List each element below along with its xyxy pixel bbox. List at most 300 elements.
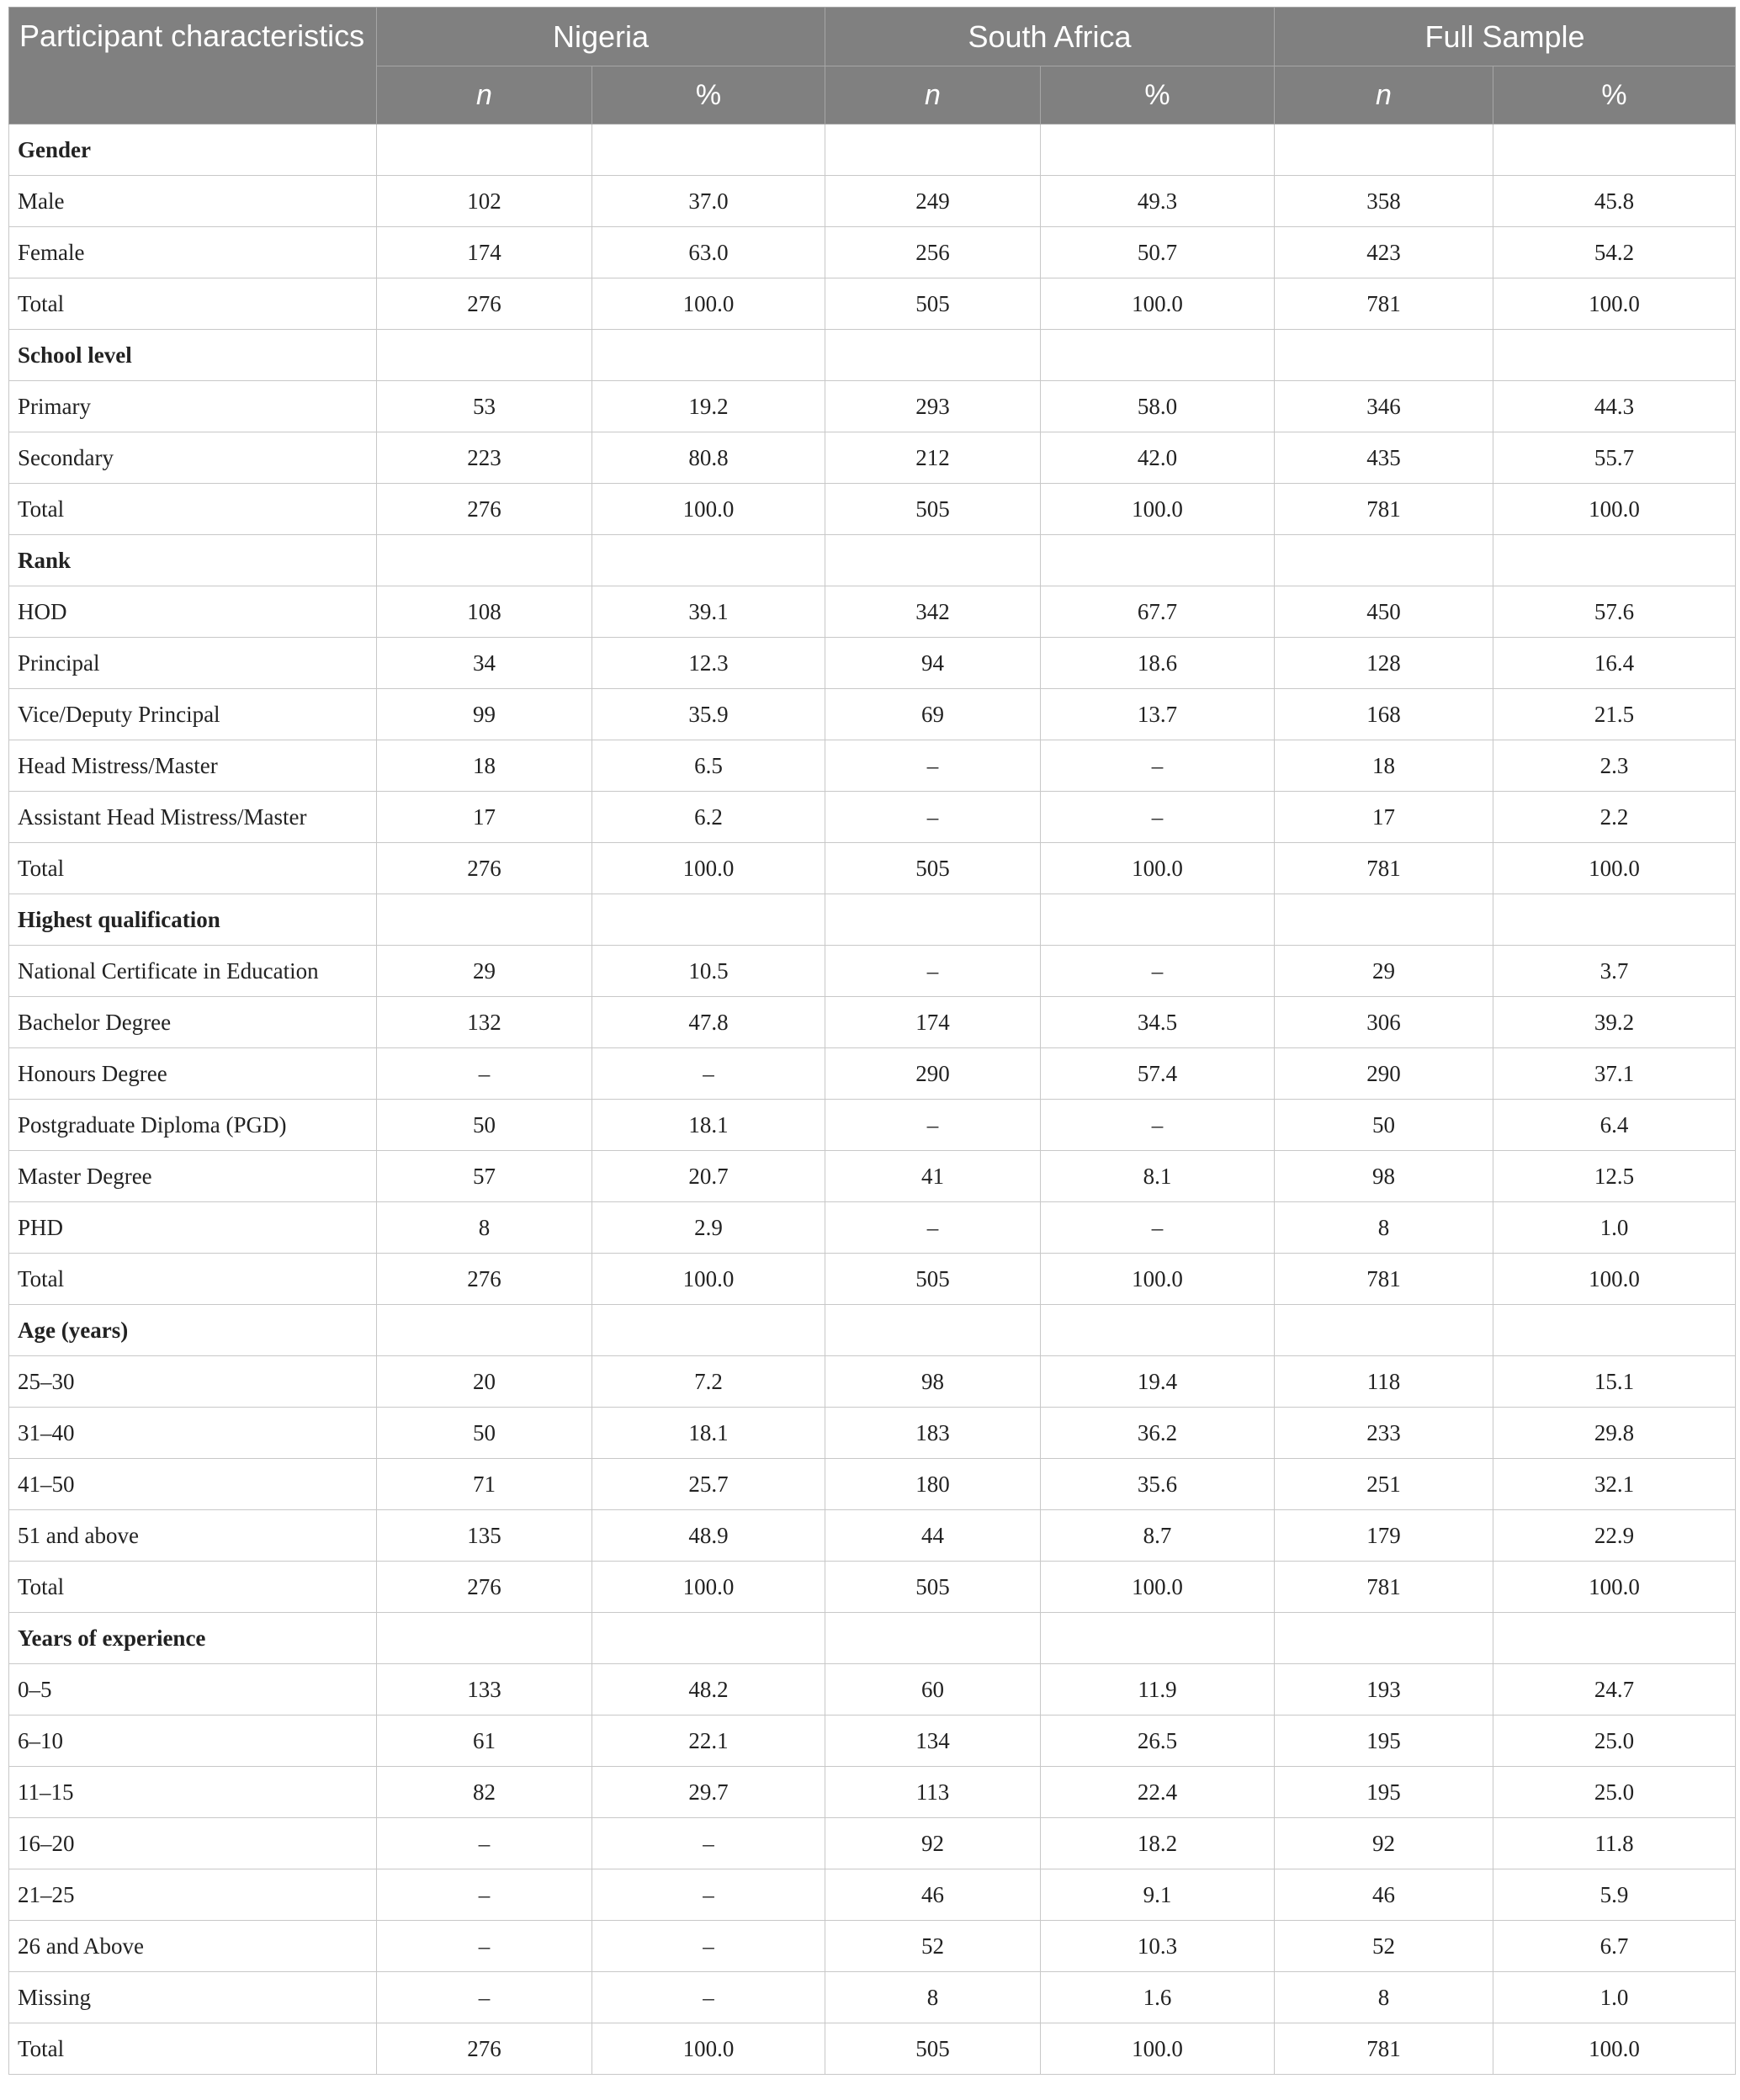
cell-percent: 2.9 — [592, 1202, 825, 1254]
cell-n: 450 — [1275, 586, 1493, 638]
cell-n: – — [825, 1202, 1041, 1254]
cell-percent: – — [1041, 740, 1275, 792]
cell-n: 276 — [377, 484, 592, 535]
cell-percent: 100.0 — [1041, 1254, 1275, 1305]
cell-percent: 44.3 — [1493, 381, 1736, 432]
empty-cell — [825, 894, 1041, 946]
table-row — [9, 1151, 1736, 1202]
cell-percent: 42.0 — [1041, 432, 1275, 484]
table-row — [9, 1716, 1736, 1767]
cell-percent: 10.3 — [1041, 1921, 1275, 1972]
cell-percent: 100.0 — [1493, 1562, 1736, 1613]
empty-cell — [377, 1613, 592, 1664]
cell-percent: 10.5 — [592, 946, 825, 997]
cell-percent: 16.4 — [1493, 638, 1736, 689]
cell-percent: 8.1 — [1041, 1151, 1275, 1202]
cell-n: 212 — [825, 432, 1041, 484]
empty-cell — [825, 330, 1041, 381]
cell-percent: 32.1 — [1493, 1459, 1736, 1510]
section-row — [9, 535, 1736, 586]
cell-percent: 39.1 — [592, 586, 825, 638]
table-row — [9, 432, 1736, 484]
empty-cell — [377, 330, 592, 381]
cell-percent: 63.0 — [592, 227, 825, 278]
row-label: 51 and above — [9, 1510, 377, 1562]
row-label: Vice/Deputy Principal — [9, 689, 377, 740]
table-row — [9, 1869, 1736, 1921]
cell-n: 290 — [1275, 1048, 1493, 1100]
section-title: Rank — [9, 535, 377, 586]
empty-cell — [592, 535, 825, 586]
empty-cell — [1275, 330, 1493, 381]
cell-percent: 2.2 — [1493, 792, 1736, 843]
table-row — [9, 1408, 1736, 1459]
cell-percent: 100.0 — [1493, 278, 1736, 330]
empty-cell — [1493, 1305, 1736, 1356]
table-row — [9, 689, 1736, 740]
cell-n: 8 — [377, 1202, 592, 1254]
cell-n: 46 — [1275, 1869, 1493, 1921]
row-label: 0–5 — [9, 1664, 377, 1716]
cell-n: 195 — [1275, 1716, 1493, 1767]
cell-n: 193 — [1275, 1664, 1493, 1716]
row-label: Total — [9, 2023, 377, 2075]
empty-cell — [1275, 125, 1493, 176]
cell-percent: 100.0 — [1493, 2023, 1736, 2075]
section-title: Age (years) — [9, 1305, 377, 1356]
cell-percent: 100.0 — [1041, 484, 1275, 535]
empty-cell — [1041, 535, 1275, 586]
cell-percent: 1.0 — [1493, 1972, 1736, 2023]
cell-n: 435 — [1275, 432, 1493, 484]
row-label: 41–50 — [9, 1459, 377, 1510]
cell-n: – — [825, 792, 1041, 843]
cell-n: 82 — [377, 1767, 592, 1818]
row-label: 25–30 — [9, 1356, 377, 1408]
section-row — [9, 894, 1736, 946]
cell-percent: 100.0 — [1493, 484, 1736, 535]
cell-percent: 45.8 — [1493, 176, 1736, 227]
empty-cell — [1041, 1613, 1275, 1664]
cell-n: 52 — [1275, 1921, 1493, 1972]
cell-percent: 54.2 — [1493, 227, 1736, 278]
header-n: n — [825, 66, 1041, 125]
cell-n: 249 — [825, 176, 1041, 227]
cell-percent: 5.9 — [1493, 1869, 1736, 1921]
participant-characteristics-table — [8, 7, 1736, 2075]
cell-n: 98 — [1275, 1151, 1493, 1202]
cell-percent: 6.4 — [1493, 1100, 1736, 1151]
cell-percent: 18.1 — [592, 1408, 825, 1459]
cell-n: 505 — [825, 843, 1041, 894]
cell-percent: 47.8 — [592, 997, 825, 1048]
cell-n: 505 — [825, 278, 1041, 330]
cell-n: 8 — [825, 1972, 1041, 2023]
section-title: Years of experience — [9, 1613, 377, 1664]
cell-n: 276 — [377, 278, 592, 330]
table-row — [9, 1972, 1736, 2023]
cell-percent: 29.8 — [1493, 1408, 1736, 1459]
header-percent: % — [1493, 66, 1736, 125]
row-label: 11–15 — [9, 1767, 377, 1818]
table-row — [9, 1356, 1736, 1408]
cell-percent: 24.7 — [1493, 1664, 1736, 1716]
table-row — [9, 946, 1736, 997]
empty-cell — [1493, 894, 1736, 946]
table-row — [9, 278, 1736, 330]
cell-n: 71 — [377, 1459, 592, 1510]
cell-percent: 25.0 — [1493, 1716, 1736, 1767]
cell-percent: 39.2 — [1493, 997, 1736, 1048]
cell-n: 251 — [1275, 1459, 1493, 1510]
header-n: n — [377, 66, 592, 125]
table-row — [9, 484, 1736, 535]
section-row — [9, 330, 1736, 381]
cell-n: – — [825, 740, 1041, 792]
cell-n: 17 — [1275, 792, 1493, 843]
cell-n: 505 — [825, 1562, 1041, 1613]
cell-percent: 7.2 — [592, 1356, 825, 1408]
header-percent: % — [1041, 66, 1275, 125]
cell-n: 20 — [377, 1356, 592, 1408]
cell-n: 61 — [377, 1716, 592, 1767]
row-label: Secondary — [9, 432, 377, 484]
cell-percent: 11.9 — [1041, 1664, 1275, 1716]
cell-percent: 100.0 — [592, 2023, 825, 2075]
empty-cell — [592, 1305, 825, 1356]
table-row — [9, 638, 1736, 689]
cell-n: 92 — [825, 1818, 1041, 1869]
header-group-south-africa: South Africa — [825, 8, 1275, 66]
cell-n: – — [377, 1818, 592, 1869]
cell-percent: 49.3 — [1041, 176, 1275, 227]
cell-percent: 18.6 — [1041, 638, 1275, 689]
row-label: Male — [9, 176, 377, 227]
cell-n: – — [377, 1972, 592, 2023]
cell-percent: 48.2 — [592, 1664, 825, 1716]
table-row — [9, 792, 1736, 843]
cell-n: 50 — [377, 1408, 592, 1459]
cell-n: 781 — [1275, 278, 1493, 330]
cell-percent: 21.5 — [1493, 689, 1736, 740]
cell-n: 29 — [377, 946, 592, 997]
row-label: National Certificate in Education — [9, 946, 377, 997]
cell-n: 50 — [1275, 1100, 1493, 1151]
cell-n: 233 — [1275, 1408, 1493, 1459]
cell-n: 34 — [377, 638, 592, 689]
cell-n: 195 — [1275, 1767, 1493, 1818]
cell-percent: – — [592, 1972, 825, 2023]
table-row — [9, 1202, 1736, 1254]
cell-percent: 22.9 — [1493, 1510, 1736, 1562]
cell-n: 99 — [377, 689, 592, 740]
cell-percent: 2.3 — [1493, 740, 1736, 792]
table-row — [9, 2023, 1736, 2075]
cell-percent: 18.1 — [592, 1100, 825, 1151]
header-percent: % — [592, 66, 825, 125]
cell-n: 52 — [825, 1921, 1041, 1972]
table-row — [9, 1510, 1736, 1562]
cell-n: 346 — [1275, 381, 1493, 432]
cell-percent: 12.5 — [1493, 1151, 1736, 1202]
cell-percent: 57.6 — [1493, 586, 1736, 638]
row-label: 26 and Above — [9, 1921, 377, 1972]
row-label: Total — [9, 484, 377, 535]
cell-percent: 1.0 — [1493, 1202, 1736, 1254]
cell-n: 94 — [825, 638, 1041, 689]
cell-n: 60 — [825, 1664, 1041, 1716]
cell-percent: 15.1 — [1493, 1356, 1736, 1408]
cell-percent: 80.8 — [592, 432, 825, 484]
cell-percent: 35.9 — [592, 689, 825, 740]
cell-percent: 12.3 — [592, 638, 825, 689]
empty-cell — [592, 894, 825, 946]
empty-cell — [1493, 330, 1736, 381]
cell-percent: 37.0 — [592, 176, 825, 227]
empty-cell — [592, 125, 825, 176]
section-row — [9, 1305, 1736, 1356]
cell-percent: 100.0 — [592, 484, 825, 535]
cell-n: 174 — [377, 227, 592, 278]
cell-percent: 100.0 — [1041, 278, 1275, 330]
empty-cell — [1041, 1305, 1275, 1356]
cell-n: 179 — [1275, 1510, 1493, 1562]
row-label: Bachelor Degree — [9, 997, 377, 1048]
cell-n: 113 — [825, 1767, 1041, 1818]
cell-percent: – — [1041, 792, 1275, 843]
cell-percent: 3.7 — [1493, 946, 1736, 997]
table-row — [9, 1562, 1736, 1613]
cell-percent: 26.5 — [1041, 1716, 1275, 1767]
empty-cell — [1041, 330, 1275, 381]
row-label: Master Degree — [9, 1151, 377, 1202]
table-row — [9, 740, 1736, 792]
cell-percent: 6.5 — [592, 740, 825, 792]
cell-n: 44 — [825, 1510, 1041, 1562]
cell-n: 41 — [825, 1151, 1041, 1202]
cell-n: – — [377, 1869, 592, 1921]
empty-cell — [592, 1613, 825, 1664]
row-label: Total — [9, 278, 377, 330]
cell-n: 276 — [377, 1562, 592, 1613]
cell-percent: 100.0 — [1493, 1254, 1736, 1305]
empty-cell — [377, 535, 592, 586]
cell-n: 168 — [1275, 689, 1493, 740]
table-row — [9, 997, 1736, 1048]
cell-n: 505 — [825, 2023, 1041, 2075]
cell-percent: 8.7 — [1041, 1510, 1275, 1562]
table-row — [9, 1921, 1736, 1972]
table-row — [9, 227, 1736, 278]
cell-percent: 20.7 — [592, 1151, 825, 1202]
cell-percent: 100.0 — [592, 278, 825, 330]
cell-n: 46 — [825, 1869, 1041, 1921]
cell-n: 108 — [377, 586, 592, 638]
cell-n: 358 — [1275, 176, 1493, 227]
table-row — [9, 1818, 1736, 1869]
cell-n: 505 — [825, 484, 1041, 535]
cell-percent: 100.0 — [592, 1254, 825, 1305]
cell-n: 135 — [377, 1510, 592, 1562]
empty-cell — [1493, 1613, 1736, 1664]
header-group-nigeria: Nigeria — [377, 8, 825, 66]
header-group-full-sample: Full Sample — [1275, 8, 1736, 66]
row-label: Female — [9, 227, 377, 278]
cell-n: 132 — [377, 997, 592, 1048]
row-label: Principal — [9, 638, 377, 689]
row-label: Missing — [9, 1972, 377, 2023]
row-label: 6–10 — [9, 1716, 377, 1767]
cell-n: 53 — [377, 381, 592, 432]
table-row — [9, 1459, 1736, 1510]
cell-n: 18 — [1275, 740, 1493, 792]
header-participant-characteristics: Participant characteristics — [9, 8, 377, 125]
section-row — [9, 125, 1736, 176]
cell-percent: 100.0 — [592, 843, 825, 894]
cell-n: 8 — [1275, 1972, 1493, 2023]
row-label: Total — [9, 843, 377, 894]
empty-cell — [592, 330, 825, 381]
cell-n: 128 — [1275, 638, 1493, 689]
table-row — [9, 1254, 1736, 1305]
cell-percent: 9.1 — [1041, 1869, 1275, 1921]
cell-percent: 67.7 — [1041, 586, 1275, 638]
empty-cell — [825, 125, 1041, 176]
row-label: Total — [9, 1562, 377, 1613]
row-label: Head Mistress/Master — [9, 740, 377, 792]
cell-percent: 48.9 — [592, 1510, 825, 1562]
cell-n: 290 — [825, 1048, 1041, 1100]
cell-n: 98 — [825, 1356, 1041, 1408]
empty-cell — [1493, 125, 1736, 176]
cell-n: 342 — [825, 586, 1041, 638]
cell-n: 29 — [1275, 946, 1493, 997]
empty-cell — [1275, 535, 1493, 586]
cell-n: 505 — [825, 1254, 1041, 1305]
cell-n: 18 — [377, 740, 592, 792]
section-title: Highest qualification — [9, 894, 377, 946]
section-row — [9, 1613, 1736, 1664]
cell-percent: 29.7 — [592, 1767, 825, 1818]
empty-cell — [1041, 125, 1275, 176]
row-label: Total — [9, 1254, 377, 1305]
cell-percent: 34.5 — [1041, 997, 1275, 1048]
cell-n: 183 — [825, 1408, 1041, 1459]
table-header — [9, 8, 1736, 125]
cell-percent: 19.2 — [592, 381, 825, 432]
row-label: Primary — [9, 381, 377, 432]
cell-percent: 37.1 — [1493, 1048, 1736, 1100]
cell-n: 92 — [1275, 1818, 1493, 1869]
cell-n: – — [825, 1100, 1041, 1151]
empty-cell — [1041, 894, 1275, 946]
cell-n: 781 — [1275, 484, 1493, 535]
cell-percent: 6.2 — [592, 792, 825, 843]
cell-n: 133 — [377, 1664, 592, 1716]
table-row — [9, 176, 1736, 227]
cell-percent: 18.2 — [1041, 1818, 1275, 1869]
cell-percent: 1.6 — [1041, 1972, 1275, 2023]
cell-n: 781 — [1275, 1562, 1493, 1613]
empty-cell — [1275, 1613, 1493, 1664]
cell-percent: 19.4 — [1041, 1356, 1275, 1408]
table-body — [9, 125, 1736, 2075]
cell-percent: 100.0 — [1041, 2023, 1275, 2075]
cell-percent: 100.0 — [1041, 1562, 1275, 1613]
cell-n: 256 — [825, 227, 1041, 278]
cell-percent: – — [1041, 1100, 1275, 1151]
cell-percent: 25.7 — [592, 1459, 825, 1510]
table-row — [9, 381, 1736, 432]
cell-percent: 36.2 — [1041, 1408, 1275, 1459]
table-row — [9, 1100, 1736, 1151]
cell-percent: – — [592, 1921, 825, 1972]
table-row — [9, 843, 1736, 894]
table-row — [9, 1767, 1736, 1818]
cell-n: 8 — [1275, 1202, 1493, 1254]
section-title: Gender — [9, 125, 377, 176]
row-label: PHD — [9, 1202, 377, 1254]
empty-cell — [825, 1613, 1041, 1664]
row-label: Honours Degree — [9, 1048, 377, 1100]
cell-percent: 50.7 — [1041, 227, 1275, 278]
cell-percent: 100.0 — [1041, 843, 1275, 894]
cell-percent: – — [1041, 946, 1275, 997]
cell-n: – — [377, 1048, 592, 1100]
cell-n: 118 — [1275, 1356, 1493, 1408]
row-label: Assistant Head Mistress/Master — [9, 792, 377, 843]
cell-n: 781 — [1275, 843, 1493, 894]
empty-cell — [825, 1305, 1041, 1356]
table-row — [9, 1664, 1736, 1716]
cell-n: 781 — [1275, 2023, 1493, 2075]
empty-cell — [377, 1305, 592, 1356]
cell-n: 180 — [825, 1459, 1041, 1510]
cell-n: – — [377, 1921, 592, 1972]
cell-percent: 13.7 — [1041, 689, 1275, 740]
cell-n: 276 — [377, 1254, 592, 1305]
empty-cell — [377, 125, 592, 176]
table-row — [9, 1048, 1736, 1100]
header-n: n — [1275, 66, 1493, 125]
cell-n: 276 — [377, 2023, 592, 2075]
cell-percent: 22.4 — [1041, 1767, 1275, 1818]
cell-n: 423 — [1275, 227, 1493, 278]
cell-percent: 25.0 — [1493, 1767, 1736, 1818]
empty-cell — [377, 894, 592, 946]
row-label: 16–20 — [9, 1818, 377, 1869]
cell-n: 69 — [825, 689, 1041, 740]
row-label: Postgraduate Diploma (PGD) — [9, 1100, 377, 1151]
cell-n: 306 — [1275, 997, 1493, 1048]
cell-percent: 57.4 — [1041, 1048, 1275, 1100]
cell-percent: 100.0 — [592, 1562, 825, 1613]
row-label: HOD — [9, 586, 377, 638]
section-title: School level — [9, 330, 377, 381]
cell-n: 781 — [1275, 1254, 1493, 1305]
table-row — [9, 586, 1736, 638]
cell-n: 174 — [825, 997, 1041, 1048]
cell-percent: 100.0 — [1493, 843, 1736, 894]
empty-cell — [1493, 535, 1736, 586]
empty-cell — [1275, 894, 1493, 946]
cell-percent: – — [592, 1048, 825, 1100]
cell-n: 276 — [377, 843, 592, 894]
cell-n: 50 — [377, 1100, 592, 1151]
cell-percent: – — [592, 1869, 825, 1921]
empty-cell — [1275, 1305, 1493, 1356]
cell-percent: 11.8 — [1493, 1818, 1736, 1869]
